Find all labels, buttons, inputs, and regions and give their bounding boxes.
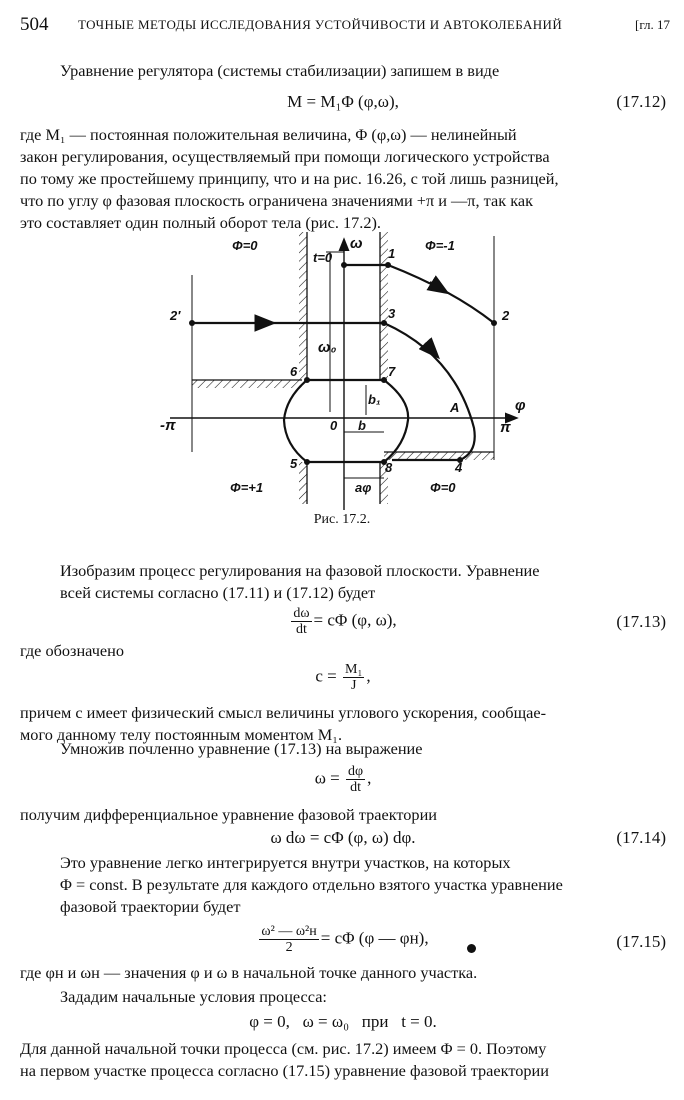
- label-phi-axis: φ: [515, 397, 526, 414]
- label-point-2prime: 2′: [170, 308, 181, 323]
- paragraph-where-m1: [20, 124, 666, 234]
- paragraph-first-segment: [20, 1038, 666, 1082]
- text-line: Для данной начальной точки процесса (см. рис. 17.2) имеем Φ = 0. Поэтому: [20, 1039, 547, 1058]
- text-line: это составляет один полный оборот тела (рис. 17.2).: [20, 213, 381, 232]
- paragraph-phase-plane: [20, 560, 666, 604]
- text-line: мого данному телу постоянным моментом M₁.: [20, 725, 343, 744]
- label-b1: b₁: [368, 392, 381, 407]
- label-omega0: ω₀: [318, 339, 337, 356]
- paragraph-regulator: [20, 60, 666, 82]
- equation-omega: ω = $\frac{d\varphi}{dt}$ ,: [314, 764, 372, 795]
- text-line: Это уравнение легко интегрируется внутри участков, на которых: [60, 853, 511, 872]
- equation-number: (17.12): [616, 92, 666, 111]
- text-line: где обозначено: [20, 641, 124, 660]
- label-a-phi: aφ: [355, 480, 372, 495]
- label-phi-plus1: Φ=+1: [230, 480, 264, 495]
- paragraph-denoted: [20, 640, 666, 662]
- label-point-2: 2: [502, 308, 510, 323]
- paragraph-integrate: [20, 852, 666, 918]
- text-line: закон регулирования, осуществляемый при помощи логического устройства: [20, 147, 550, 166]
- label-origin: 0: [330, 418, 338, 433]
- hatch-strip-left-upper: [299, 232, 307, 380]
- equation-number: (17.13): [616, 612, 666, 631]
- equation-17-13: [20, 604, 666, 638]
- text-line: Φ = const. В результате для каждого отдельно взятого участка уравнение: [60, 875, 563, 894]
- label-point-4: 4: [455, 460, 463, 475]
- label-point-3: 3: [388, 306, 396, 321]
- hatch-band-right: [384, 452, 494, 460]
- equation-body: φ = 0, ω = ω₀ при t = 0.: [249, 1012, 437, 1031]
- running-header: [20, 14, 670, 38]
- chapter-marker: [гл. 17: [635, 17, 670, 32]
- trajectory-1-2: [344, 265, 494, 323]
- equation-body: ω dω = cΦ (φ, ω) dφ.: [270, 828, 416, 847]
- equation-17-14: [20, 826, 666, 854]
- label-point-5: 5: [290, 456, 298, 471]
- hatch-band-left: [192, 380, 302, 388]
- ink-dot: [467, 944, 476, 953]
- label-point-6: 6: [290, 364, 298, 379]
- fraction: $\frac{d\omega}{dt}$: [293, 606, 310, 637]
- equation-17-15: $\frac{\text{ω² — ω²н}}{2}$ = cΦ (φ — φн), (17.15): [261, 924, 666, 955]
- label-phi0-top: Φ=0: [232, 238, 258, 253]
- running-title: ТОЧНЫЕ МЕТОДЫ ИССЛЕДОВАНИЯ УСТОЙЧИВОСТИ И АВТОКОЛЕБАНИЙ: [78, 17, 563, 32]
- label-b: b: [358, 418, 366, 433]
- label-t0: t=0: [313, 250, 333, 265]
- paragraph-initial-values: [20, 962, 666, 984]
- equation-number: (17.15): [616, 932, 666, 951]
- equation-number: (17.14): [616, 828, 666, 847]
- fraction: $\frac{\text{ω² — ω²н}}{2}$: [261, 924, 317, 955]
- hatch-strip-left-lower: [299, 462, 307, 504]
- text-line: Изобразим процесс регулирования на фазовой плоскости. Уравнение: [60, 561, 540, 580]
- text-line: где M₁ — постоянная положительная величина, Φ (φ,ω) — нелинейный: [20, 125, 517, 144]
- label-minus-pi: -π: [160, 417, 176, 434]
- text-line: где φн и ωн — значения φ и ω в начальной точке данного участка.: [20, 963, 478, 982]
- label-region-a: A: [450, 400, 460, 415]
- equation-c: c = $\frac{\text{M₁}}{J}$ ,: [315, 662, 371, 693]
- paragraph-initial-conditions: [20, 986, 666, 1008]
- equation-rhs: = cΦ (φ, ω),: [313, 610, 397, 630]
- label-point-8: 8: [385, 460, 393, 475]
- figure-caption: Рис. 17.2.: [313, 512, 371, 527]
- phase-plane-figure: [0, 225, 684, 510]
- label-point-7: 7: [388, 364, 396, 379]
- label-point-1: 1: [388, 246, 396, 261]
- paragraph-differential: [20, 804, 666, 826]
- text-line: Умножив почленно уравнение (17.13) на выражение: [60, 739, 423, 758]
- fraction: $\frac{\text{M₁}}{J}$: [345, 662, 363, 693]
- paragraph-multiply: [20, 738, 666, 760]
- text-line: на первом участке процесса согласно (17.15) уравнение фазовой траектории: [20, 1061, 549, 1080]
- text-line: получим дифференциальное уравнение фазовой траектории: [20, 805, 438, 824]
- equation-body: M = M₁Φ (φ,ω),: [287, 92, 399, 111]
- label-omega: ω: [350, 235, 363, 252]
- text-line: Зададим начальные условия процесса:: [60, 987, 327, 1006]
- text-line: Уравнение регулятора (системы стабилизации) запишем в виде: [60, 61, 500, 80]
- equation-initial: [20, 1010, 666, 1038]
- limit-cycle: [284, 380, 408, 462]
- equation-17-12: [20, 90, 666, 118]
- text-line: всей системы согласно (17.11) и (17.12) будет: [60, 583, 376, 602]
- fraction: $\frac{d\varphi}{dt}$: [347, 764, 364, 795]
- label-pi: π: [500, 419, 511, 436]
- text-line: причем c имеет физический смысл величины углового ускорения, сообщае-: [20, 703, 547, 722]
- label-phi-minus1: Φ=-1: [425, 238, 455, 253]
- text-line: по тому же простейшему принципу, что и на рис. 16.26, с той лишь разницей,: [20, 169, 559, 188]
- page-number: 504: [20, 14, 49, 35]
- text-line: фазовой траектории будет: [60, 897, 241, 916]
- text-line: что по углу φ фазовая плоскость ограничена значениями +π и —π, так как: [20, 191, 533, 210]
- hatch-strip-right-upper: [380, 232, 388, 380]
- label-phi0-bottom: Φ=0: [430, 480, 456, 495]
